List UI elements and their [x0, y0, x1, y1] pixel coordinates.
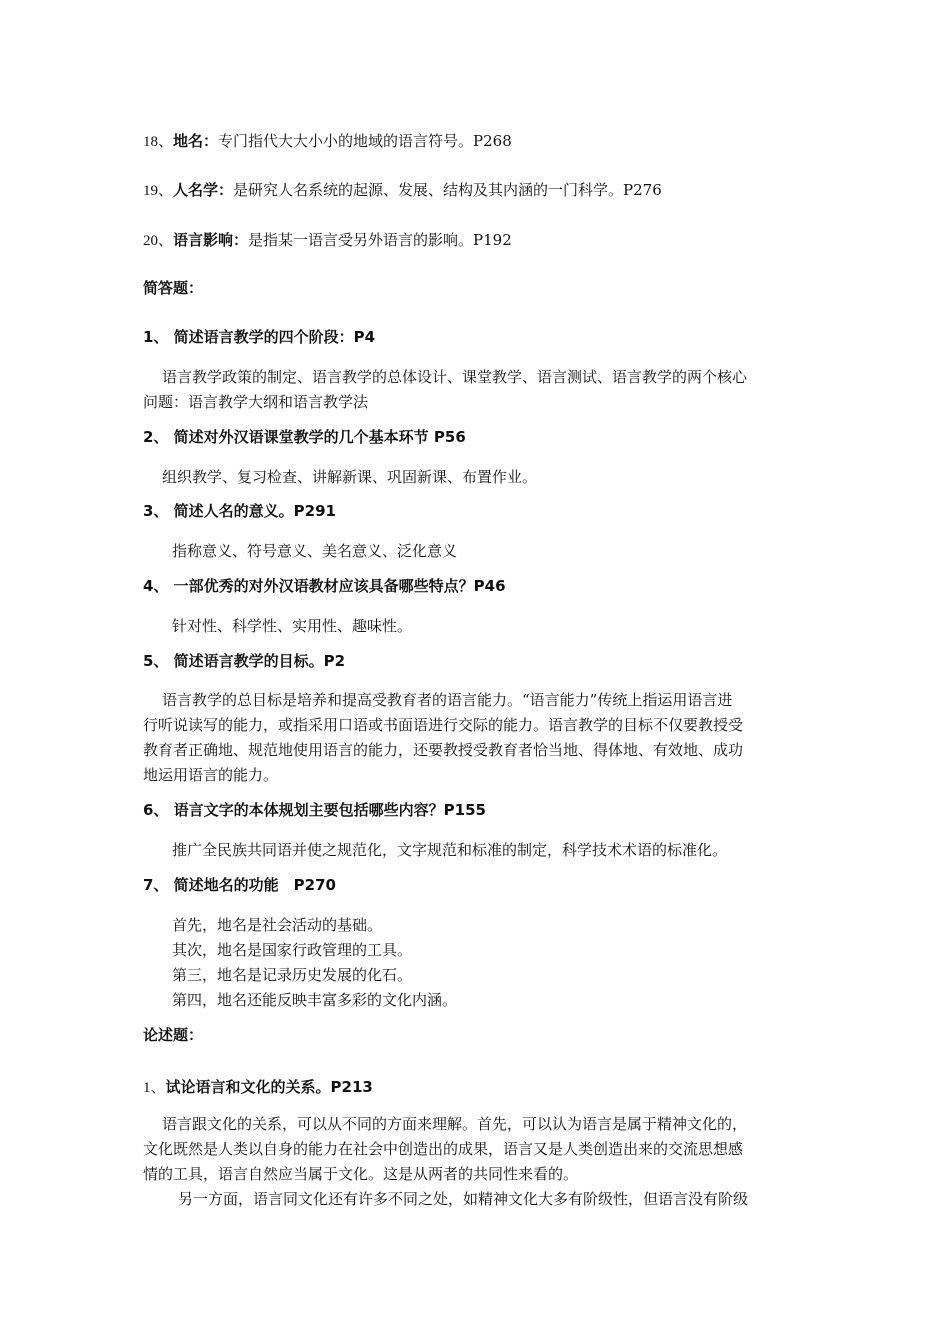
definition-20	[143, 230, 512, 251]
essay-question-text: 试论语言和文化的关系。P213	[165, 1078, 373, 1096]
short-answer-section-title: 简答题：	[143, 279, 204, 297]
question-6-title: 6、 语言文字的本体规划主要包括哪些内容？P155	[143, 801, 486, 819]
question-7-title: 7、 简述地名的功能 P270	[143, 876, 336, 894]
definition-term: 人名学：	[173, 181, 234, 199]
question-1-answer-line: 语言教学政策的制定、语言教学的总体设计、课堂教学、语言测试、语言教学的两个核心	[162, 368, 748, 386]
question-2-title: 2、 简述对外汉语课堂教学的几个基本环节 P56	[143, 428, 466, 446]
question-7-answer-line: 第三，地名是记录历史发展的化石。	[172, 966, 413, 984]
essay-answer-line: 另一方面，语言同文化还有许多不同之处，如精神文化大多有阶级性，但语言没有阶级	[178, 1190, 749, 1208]
essay-answer-line: 文化既然是人类以自身的能力在社会中创造出的成果，语言又是人类创造出来的交流思想感	[143, 1140, 744, 1158]
question-4-answer-line: 针对性、科学性、实用性、趣味性。	[172, 617, 413, 635]
question-3-answer-line: 指称意义、符号意义、美名意义、泛化意义	[172, 542, 458, 560]
definition-text: 专门指代大大小小的地域的语言符号。P268	[218, 132, 512, 150]
definition-18	[143, 131, 512, 152]
question-5-answer-line: 行听说读写的能力，或指采用口语或书面语进行交际的能力。语言教学的目标不仅要教授受	[143, 716, 744, 734]
definition-term: 语言影响：	[173, 231, 249, 249]
question-4-title: 4、 一部优秀的对外汉语教材应该具备哪些特点？P46	[143, 577, 506, 595]
question-5-title: 5、 简述语言教学的目标。P2	[143, 652, 346, 670]
question-6-answer-line: 推广全民族共同语并使之规范化，文字规范和标准的制定，科学技术术语的标准化。	[172, 841, 728, 859]
definition-19	[143, 180, 662, 201]
essay-question-1-title	[143, 1077, 373, 1098]
definition-text: 是研究人名系统的起源、发展、结构及其内涵的一门科学。P276	[233, 181, 662, 199]
essay-answer-line: 情的工具，语言自然应当属于文化。这是从两者的共同性来看的。	[143, 1165, 579, 1183]
essay-section-title: 论述题：	[143, 1026, 204, 1044]
definition-number: 19、	[143, 183, 174, 199]
question-5-answer-line: 教育者正确地、规范地使用语言的能力，还要教授受教育者恰当地、得体地、有效地、成功	[143, 741, 744, 759]
question-7-answer-line: 首先，地名是社会活动的基础。	[172, 916, 383, 934]
question-1-answer-line: 问题：语言教学大纲和语言教学法	[143, 393, 369, 411]
question-5-answer-line: 语言教学的总目标是培养和提高受教育者的语言能力。“语言能力”传统上指运用语言进	[162, 691, 733, 709]
question-1-title: 1、 简述语言教学的四个阶段：P4	[143, 328, 376, 346]
question-2-answer-line: 组织教学、复习检查、讲解新课、巩固新课、布置作业。	[162, 468, 538, 486]
question-3-title: 3、 简述人名的意义。P291	[143, 502, 336, 520]
question-7-answer-line: 其次，地名是国家行政管理的工具。	[172, 941, 413, 959]
question-5-answer-line: 地运用语言的能力。	[143, 766, 279, 784]
definition-number: 20、	[143, 233, 174, 249]
essay-question-number: 1、	[143, 1080, 166, 1096]
essay-answer-line: 语言跟文化的关系，可以从不同的方面来理解。首先，可以认为语言是属于精神文化的，	[162, 1115, 748, 1133]
definition-term: 地名：	[173, 132, 219, 150]
definition-number: 18、	[143, 134, 174, 150]
definition-text: 是指某一语言受另外语言的影响。P192	[248, 231, 512, 249]
question-7-answer-line: 第四，地名还能反映丰富多彩的文化内涵。	[172, 991, 458, 1009]
